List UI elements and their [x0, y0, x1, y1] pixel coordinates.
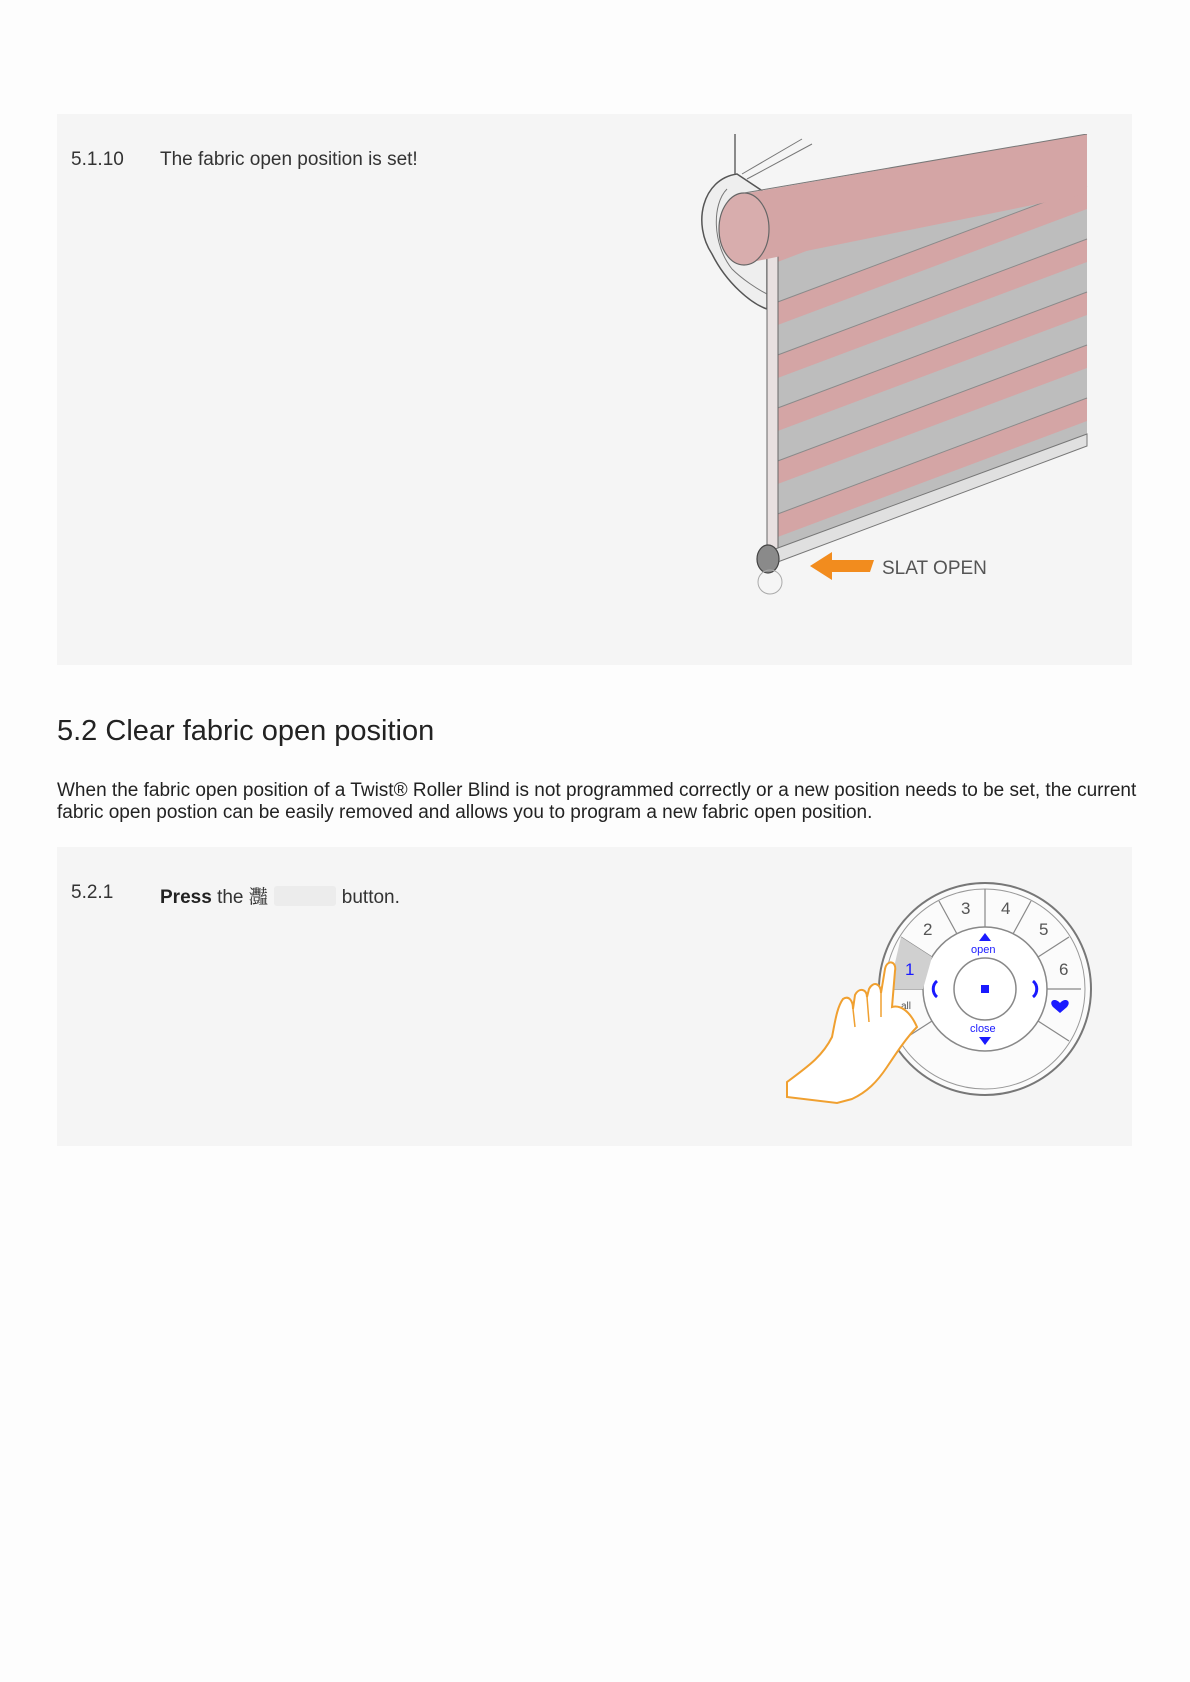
open-label: open: [971, 944, 996, 956]
step-text: [160, 882, 400, 909]
channel-2-label: 2: [923, 920, 933, 939]
channel-1-label: 1: [905, 960, 915, 979]
roller-blind-illustration: [682, 134, 1102, 654]
step-text: The fabric open position is set!: [160, 149, 418, 170]
channel-5-label: 5: [1039, 920, 1049, 939]
channel-6-label: 6: [1059, 960, 1069, 979]
button-icon-placeholder: [274, 886, 336, 906]
slat-open-callout: SLAT OPEN: [882, 558, 987, 579]
stop-square-icon: [981, 985, 989, 993]
step-panel-5-1-10: [57, 114, 1132, 665]
the-word: the: [217, 887, 244, 908]
button-glyph: 灩: [248, 887, 268, 908]
button-word: button.: [341, 887, 400, 908]
step-number: 5.1.10: [71, 149, 124, 170]
step-number: 5.2.1: [71, 882, 114, 903]
remote-control-illustration: [777, 877, 1107, 1117]
press-label: Press: [160, 887, 212, 908]
step-panel-5-2-1: [57, 847, 1132, 1146]
close-label: close: [970, 1023, 996, 1035]
all-label: all: [901, 1001, 912, 1012]
section-intro: When the fabric open position of a Twist® Roller Blind is not programmed correctly or a new position needs to be set, the current fabric open postion can be easily removed and allows you to program a new fabric open position.: [57, 780, 1137, 823]
channel-4-label: 4: [1001, 899, 1011, 918]
channel-3-label: 3: [961, 899, 971, 918]
section-heading: 5.2 Clear fabric open position: [57, 715, 435, 747]
